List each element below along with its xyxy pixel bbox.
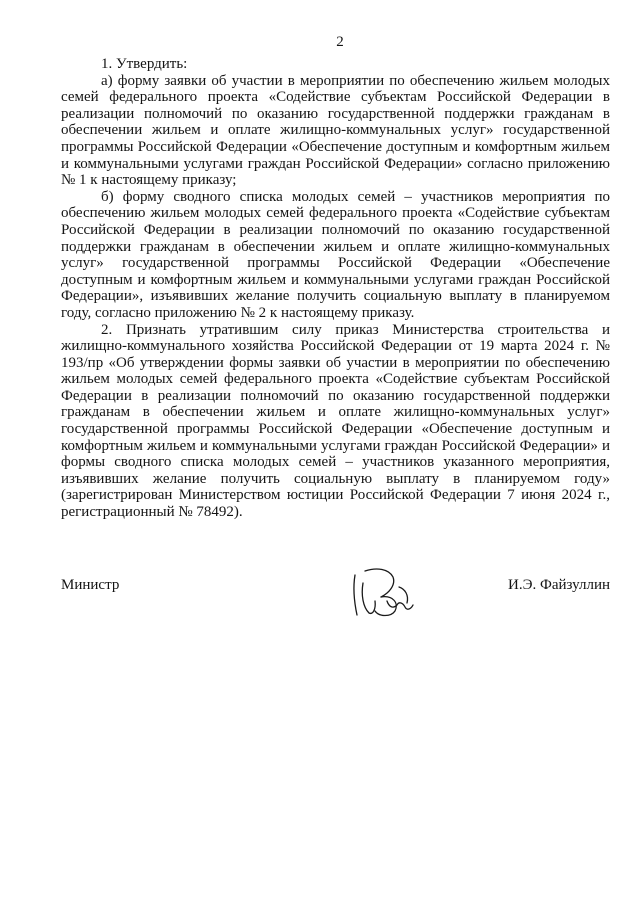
document-body: [61, 56, 610, 521]
signer-position: Министр: [61, 577, 120, 593]
handwritten-signature: [349, 565, 421, 621]
paragraph-item-a: а) форму заявки об участии в мероприятии по обеспечению жильем молодых семей федерального проекта «Содействие субъектам Российской Федерации в реализации полномочий по оказанию государственной поддержки гражданам в обеспечении жильем и оплате жилищно-коммунальных услуг» государственной программы Российской Федерации «Обеспечение доступным и комфортным жильем и коммунальными услугами граждан Российской Федерации» согласно приложению № 1 к настоящему приказу;: [61, 72, 610, 189]
signature-block: [61, 565, 610, 625]
page-number: 2: [336, 34, 344, 50]
paragraph-approve: 1. Утвердить:: [101, 56, 188, 72]
paragraph-item-b: б) форму сводного списка молодых семей – участников мероприятия по обеспечению жильем молодых семей федерального проекта «Содействие субъектам Российской Федерации в реализации полномочий по оказанию государственной поддержки гражданам в обеспечении жильем и оплате жилищно-коммунальных услуг» государственной программы Российской Федерации «Обеспечение доступным и комфортным жильем и коммунальными услугами граждан Российской Федерации», изъявивших желание получить социальную выплату в планируемом году, согласно приложению № 2 к настоящему приказу.: [61, 188, 610, 321]
paragraph-repeal: 2. Признать утратившим силу приказ Министерства строительства и жилищно-коммунального хозяйства Российской Федерации от 19 марта 2024 г. № 193/пр «Об утверждении формы заявки об участии в мероприятии по обеспечению жильем молодых семей федерального проекта «Содействие субъектам Российской Федерации в реализации полномочий по оказанию государственной поддержки гражданам в обеспечении жильем и оплате жилищно-коммунальных услуг» государственной программы Российской Федерации «Обеспечение доступным и комфортным жильем и коммунальными услугами граждан Российской Федерации» и формы сводного списка молодых семей – участников указанного мероприятия, изъявивших желание получить социальную выплату в планируемом году» (зарегистрирован Министерством юстиции Российской Федерации 7 июня 2024 г., регистрационный № 78492).: [61, 321, 610, 521]
signer-name: И.Э. Файзуллин: [508, 577, 610, 593]
